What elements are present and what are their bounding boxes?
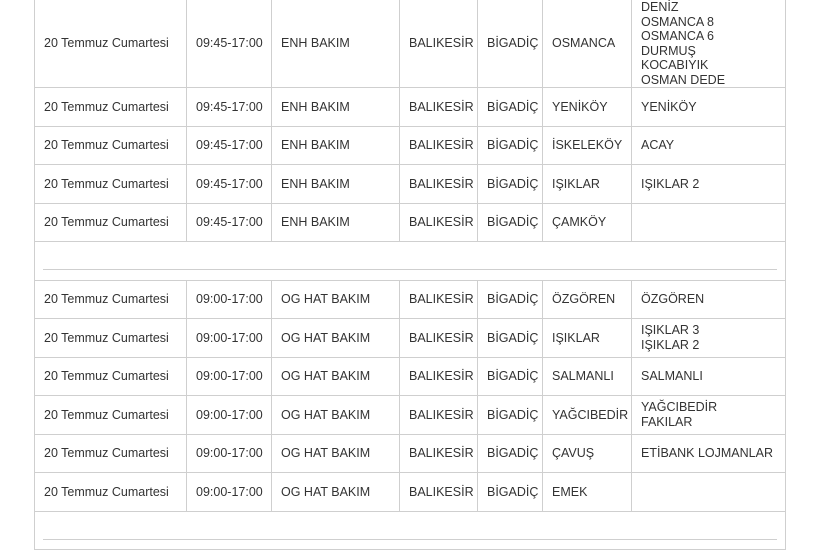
work-type-cell: ENH BAKIM xyxy=(272,126,400,165)
street-name: IŞIKLAR 2 xyxy=(641,176,700,191)
streets-cell xyxy=(632,203,786,242)
separator-line xyxy=(43,251,777,270)
time-cell: 09:00-17:00 xyxy=(187,357,272,396)
work-type-cell: ENH BAKIM xyxy=(272,88,400,127)
streets-cell xyxy=(632,473,786,512)
street-name: KOCABIYIK xyxy=(641,58,709,72)
streets-cell xyxy=(632,319,786,358)
time-cell: 09:00-17:00 xyxy=(187,280,272,319)
street-name: DENİZ xyxy=(641,0,679,14)
table-row xyxy=(35,396,786,435)
work-type-cell: ENH BAKIM xyxy=(272,165,400,204)
area-cell: YENİKÖY xyxy=(543,88,632,127)
district-cell: BİGADİÇ xyxy=(478,165,543,204)
district-cell: BİGADİÇ xyxy=(478,396,543,435)
work-type-cell: OG HAT BAKIM xyxy=(272,473,400,512)
district-cell: BİGADİÇ xyxy=(478,319,543,358)
streets-cell xyxy=(632,357,786,396)
table-row xyxy=(35,319,786,358)
street-name: YAĞCIBEDİR xyxy=(641,400,718,415)
table-row xyxy=(35,0,786,88)
outage-schedule-table xyxy=(34,0,786,550)
area-cell: OSMANCA xyxy=(543,0,632,88)
time-cell: 09:45-17:00 xyxy=(187,203,272,242)
streets-cell xyxy=(632,165,786,204)
table-row xyxy=(35,357,786,396)
group-separator-cell xyxy=(35,242,786,281)
district-cell: BİGADİÇ xyxy=(478,357,543,396)
time-cell: 09:00-17:00 xyxy=(187,473,272,512)
date-cell: 20 Temmuz Cumartesi xyxy=(35,396,187,435)
district-cell: BİGADİÇ xyxy=(478,203,543,242)
date-cell: 20 Temmuz Cumartesi xyxy=(35,165,187,204)
area-cell: ÇAMKÖY xyxy=(543,203,632,242)
street-name: ÖZGÖREN xyxy=(641,292,705,306)
work-type-cell: OG HAT BAKIM xyxy=(272,319,400,358)
group-separator-row xyxy=(35,511,786,550)
work-type-cell: OG HAT BAKIM xyxy=(272,396,400,435)
street-name: ETİBANK LOJMANLAR xyxy=(641,446,773,460)
province-cell: BALIKESİR xyxy=(400,357,478,396)
date-cell: 20 Temmuz Cumartesi xyxy=(35,280,187,319)
area-cell: YAĞCIBEDİR xyxy=(543,396,632,435)
street-name: ACAY xyxy=(641,138,675,152)
time-cell: 09:00-17:00 xyxy=(187,396,272,435)
date-cell: 20 Temmuz Cumartesi xyxy=(35,203,187,242)
time-cell: 09:45-17:00 xyxy=(187,126,272,165)
time-cell: 09:45-17:00 xyxy=(187,88,272,127)
table-row xyxy=(35,473,786,512)
streets-cell xyxy=(632,126,786,165)
street-name: IŞIKLAR 2 xyxy=(641,337,700,352)
work-type-cell: OG HAT BAKIM xyxy=(272,280,400,319)
street-name: SALMANLI xyxy=(641,369,703,383)
table-row xyxy=(35,88,786,127)
table-row xyxy=(35,165,786,204)
time-cell: 09:00-17:00 xyxy=(187,319,272,358)
time-cell: 09:00-17:00 xyxy=(187,434,272,473)
street-name: OSMANCA 6 xyxy=(641,29,714,43)
table-row xyxy=(35,126,786,165)
province-cell: BALIKESİR xyxy=(400,280,478,319)
district-cell: BİGADİÇ xyxy=(478,280,543,319)
date-cell: 20 Temmuz Cumartesi xyxy=(35,0,187,88)
province-cell: BALIKESİR xyxy=(400,396,478,435)
streets-cell xyxy=(632,280,786,319)
street-name: YENİKÖY xyxy=(641,99,697,114)
streets-cell xyxy=(632,88,786,127)
province-cell: BALIKESİR xyxy=(400,473,478,512)
area-cell: IŞIKLAR xyxy=(543,165,632,204)
province-cell: BALIKESİR xyxy=(400,126,478,165)
area-cell: İSKELEKÖY xyxy=(543,126,632,165)
street-name: FAKILAR xyxy=(641,414,693,429)
province-cell: BALIKESİR xyxy=(400,0,478,88)
date-cell: 20 Temmuz Cumartesi xyxy=(35,473,187,512)
streets-cell xyxy=(632,396,786,435)
area-cell: IŞIKLAR xyxy=(543,319,632,358)
date-cell: 20 Temmuz Cumartesi xyxy=(35,319,187,358)
streets-cell xyxy=(632,434,786,473)
district-cell: BİGADİÇ xyxy=(478,88,543,127)
street-name: DURMUŞ xyxy=(641,43,696,58)
province-cell: BALIKESİR xyxy=(400,165,478,204)
streets-cell xyxy=(632,0,786,88)
street-name: OSMAN DEDE xyxy=(641,72,726,87)
province-cell: BALIKESİR xyxy=(400,319,478,358)
separator-line xyxy=(43,521,777,540)
schedule-body xyxy=(35,0,786,550)
district-cell: BİGADİÇ xyxy=(478,434,543,473)
area-cell: ÖZGÖREN xyxy=(543,280,632,319)
group-separator-cell xyxy=(35,511,786,550)
group-separator-row xyxy=(35,242,786,281)
province-cell: BALIKESİR xyxy=(400,203,478,242)
work-type-cell: OG HAT BAKIM xyxy=(272,434,400,473)
date-cell: 20 Temmuz Cumartesi xyxy=(35,357,187,396)
time-cell: 09:45-17:00 xyxy=(187,0,272,88)
date-cell: 20 Temmuz Cumartesi xyxy=(35,126,187,165)
date-cell: 20 Temmuz Cumartesi xyxy=(35,88,187,127)
area-cell: SALMANLI xyxy=(543,357,632,396)
district-cell: BİGADİÇ xyxy=(478,126,543,165)
area-cell: ÇAVUŞ xyxy=(543,434,632,473)
table-row xyxy=(35,434,786,473)
date-cell: 20 Temmuz Cumartesi xyxy=(35,434,187,473)
street-name: OSMANCA 8 xyxy=(641,14,714,29)
work-type-cell: ENH BAKIM xyxy=(272,0,400,88)
province-cell: BALIKESİR xyxy=(400,88,478,127)
table-row xyxy=(35,280,786,319)
district-cell: BİGADİÇ xyxy=(478,0,543,88)
work-type-cell: ENH BAKIM xyxy=(272,203,400,242)
province-cell: BALIKESİR xyxy=(400,434,478,473)
table-row xyxy=(35,203,786,242)
district-cell: BİGADİÇ xyxy=(478,473,543,512)
time-cell: 09:45-17:00 xyxy=(187,165,272,204)
work-type-cell: OG HAT BAKIM xyxy=(272,357,400,396)
street-name: IŞIKLAR 3 xyxy=(641,323,700,338)
area-cell: EMEK xyxy=(543,473,632,512)
